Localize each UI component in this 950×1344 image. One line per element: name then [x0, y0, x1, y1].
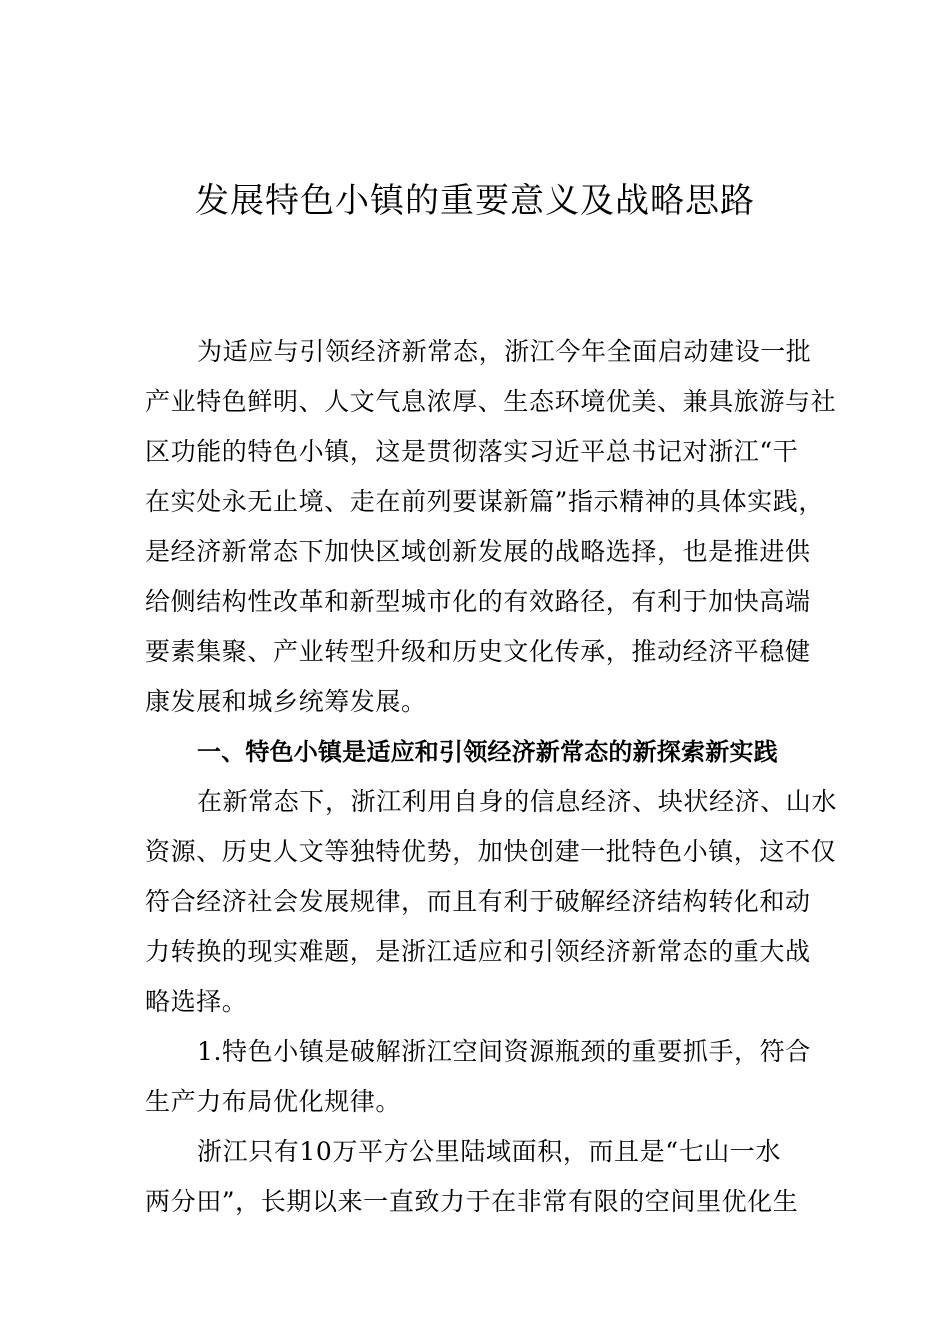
document-body	[145, 327, 838, 1227]
paragraph-line: 是经济新常态下加快区域创新发展的战略选择，也是推进供	[145, 537, 811, 566]
paragraph-line: 要素集聚、产业转型升级和历史文化传承，推动经济平稳健	[145, 637, 811, 666]
paragraph-line: 康发展和城乡统筹发展。	[145, 687, 427, 716]
section-heading: 一、特色小镇是适应和引领经济新常态的新探索新实践	[197, 738, 778, 766]
subsection-heading: 生产力布局优化规律。	[145, 1087, 402, 1116]
paragraph-line: 给侧结构性改革和新型城市化的有效路径，有利于加快高端	[145, 587, 811, 616]
paragraph-line: 略选择。	[145, 987, 248, 1016]
paragraph-line: 符合经济社会发展规律，而且有利于破解经济结构转化和动	[145, 887, 811, 916]
paragraph-line: 为适应与引领经济新常态，浙江今年全面启动建设一批	[197, 337, 812, 366]
paragraph-line: 浙江只有10万平方公里陆域面积，而且是“七山一水	[197, 1137, 781, 1166]
paragraph-line: 力转换的现实难题，是浙江适应和引领经济新常态的重大战	[145, 937, 811, 966]
paragraph-line: 产业特色鲜明、人文气息浓厚、生态环境优美、兼具旅游与社	[145, 387, 837, 416]
paragraph-line: 在新常态下，浙江利用自身的信息经济、块状经济、山水	[197, 787, 838, 816]
paragraph-line: 资源、历史人文等独特优势，加快创建一批特色小镇，这不仅	[145, 837, 837, 866]
document-title: 发展特色小镇的重要意义及战略思路	[195, 181, 755, 221]
paragraph-line: 两分田”，长期以来一直致力于在非常有限的空间里优化生	[145, 1187, 799, 1216]
paragraph-line: 在实处永无止境、走在前列要谋新篇”指示精神的具体实践，	[145, 487, 824, 516]
paragraph-line: 区功能的特色小镇，这是贯彻落实习近平总书记对浙江“干	[145, 437, 799, 466]
subsection-heading: 1.特色小镇是破解浙江空间资源瓶颈的重要抓手，符合	[197, 1037, 811, 1066]
